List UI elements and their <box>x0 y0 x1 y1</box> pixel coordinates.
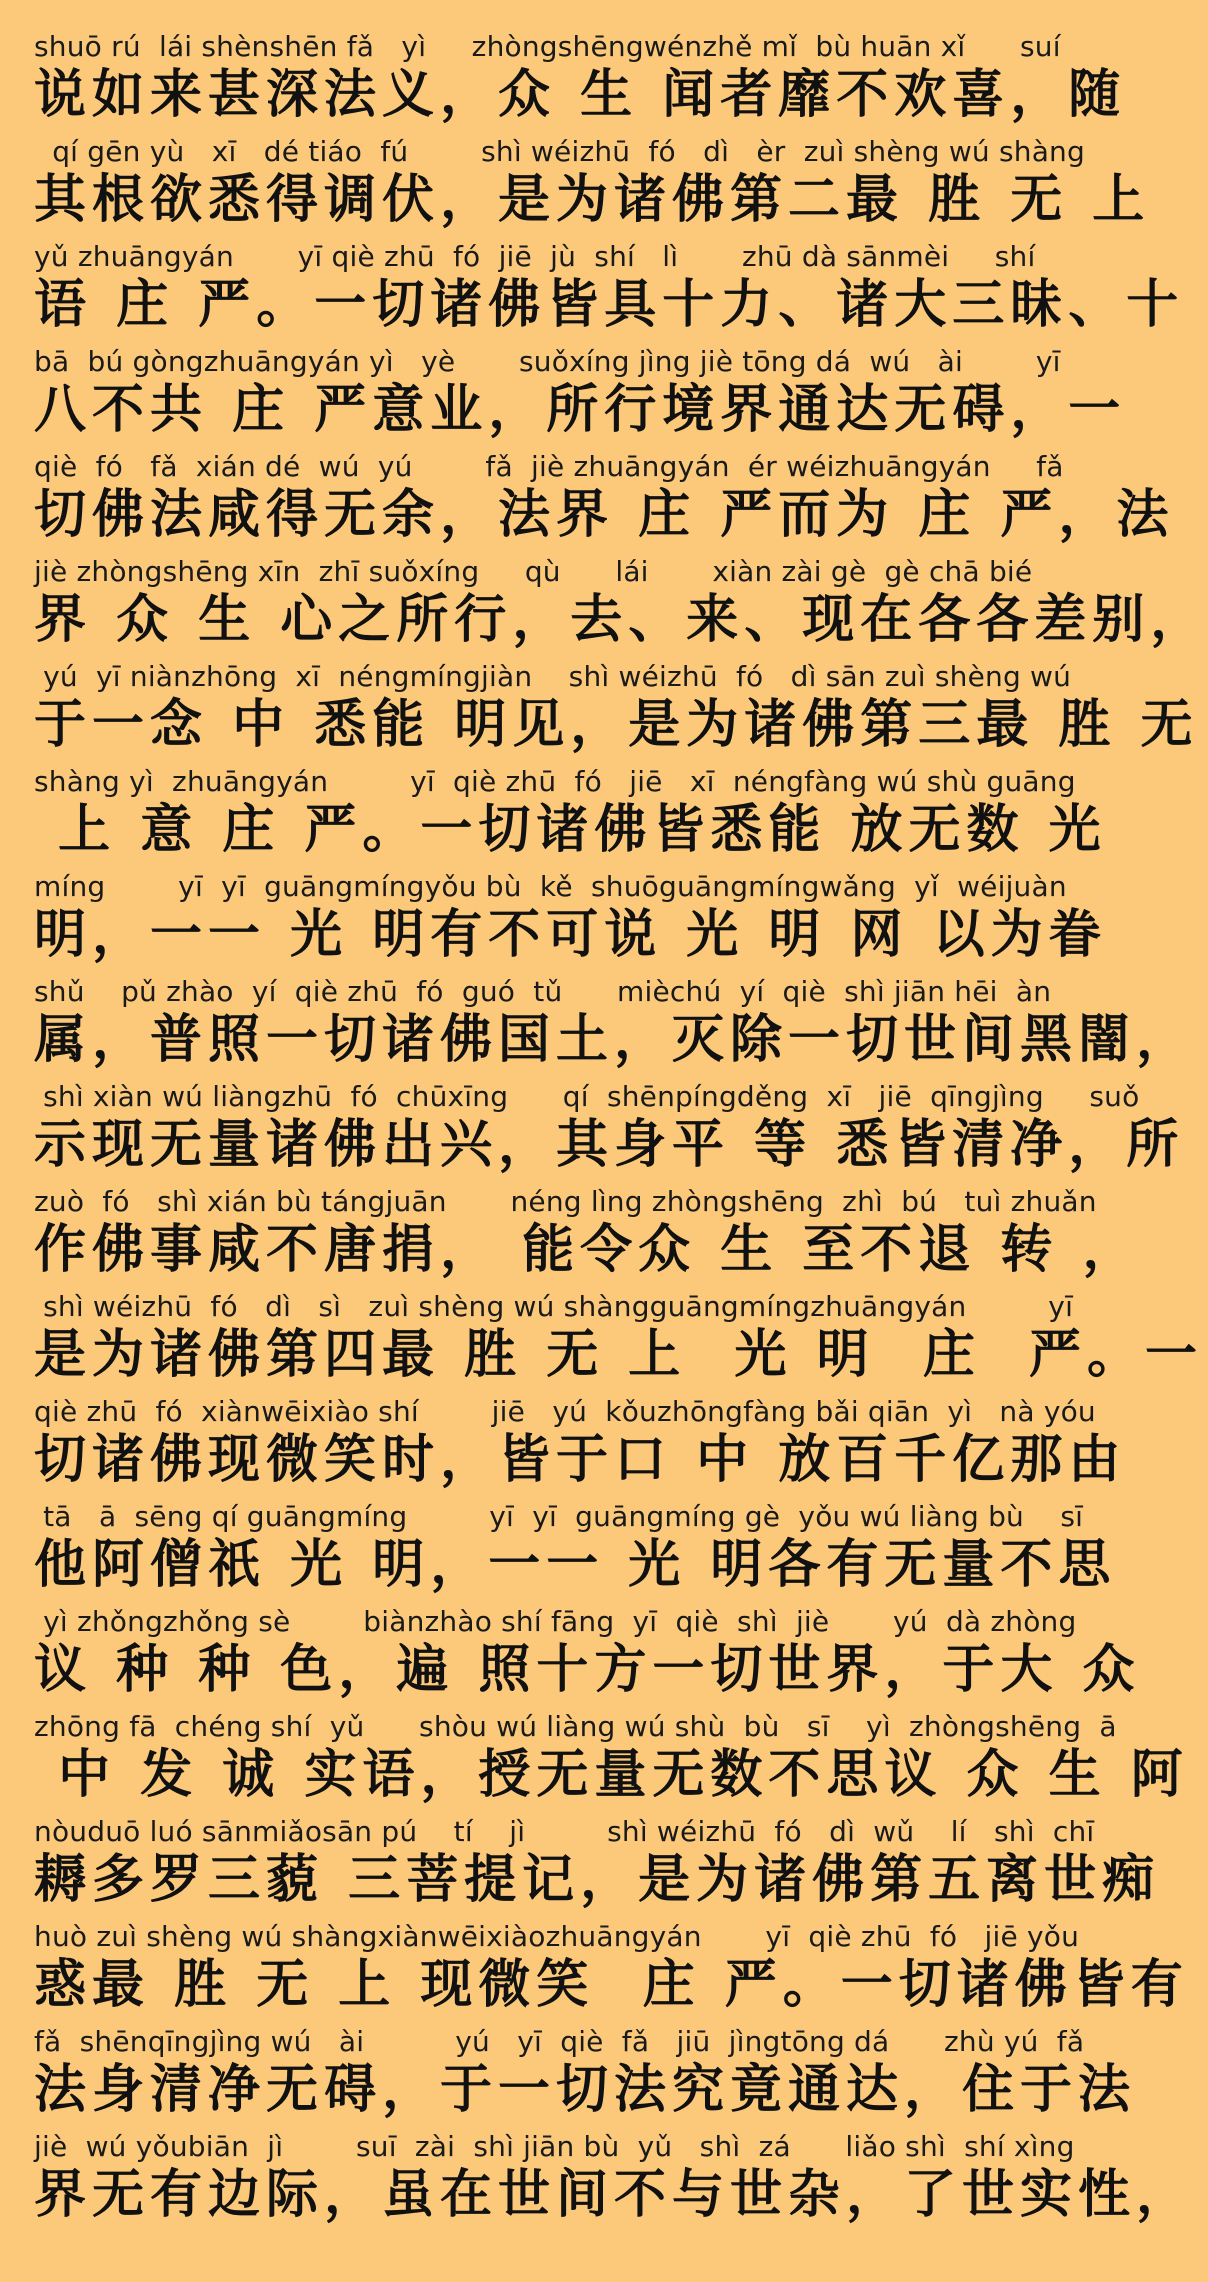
hanzi-line: 于一念 中 悉能 明见，是为诸佛第三最 胜 无 <box>34 695 1199 755</box>
pinyin-line: shàng yì zhuāngyán yī qiè zhū fó jiē xī néngfàng wú shù guāng <box>34 765 1076 798</box>
hanzi-line: 八不共 庄 严意业，所行境界通达无碍，一 <box>34 380 1127 440</box>
pinyin-line: yì zhǒngzhǒng sè biànzhào shí fāng yī qiè shì jiè yú dà zhòng <box>34 1605 1077 1638</box>
text-line <box>34 1080 1185 1185</box>
pinyin-line: shì xiàn wú liàngzhū fó chūxīng qí shēnpíngděng xī jiē qīngjìng suǒ <box>34 1080 1140 1113</box>
text-line <box>34 975 1195 1080</box>
text-line <box>34 1290 1204 1395</box>
hanzi-line: 中 发 诚 实语，授无量无数不思议 众 生 阿 <box>34 1745 1189 1805</box>
text-line <box>34 2025 1137 2130</box>
text-line <box>34 1815 1161 1920</box>
text-line <box>34 1500 1117 1605</box>
text-line <box>34 1185 1141 1290</box>
hanzi-line: 语 庄 严。一切诸佛皆具十力、诸大三昧、十 <box>34 275 1185 335</box>
text-line <box>34 1605 1141 1710</box>
text-line <box>34 135 1151 240</box>
pinyin-line: qiè zhū fó xiànwēixiào shí jiē yú kǒuzhōngfàng bǎi qiān yì nà yóu <box>34 1395 1096 1428</box>
text-line <box>34 1920 1189 2025</box>
hanzi-line: 上 意 庄 严。一切诸佛皆悉能 放无数 光 <box>34 800 1107 860</box>
hanzi-line: 明，一一 光 明有不可说 光 明 网 以为眷 <box>34 905 1107 965</box>
hanzi-line: 他阿僧祇 光 明，一一 光 明各有无量不思 <box>34 1535 1117 1595</box>
pinyin-line: qí gēn yù xī dé tiáo fú shì wéizhū fó dì èr zuì shèng wú shàng <box>34 135 1085 168</box>
text-line <box>34 765 1107 870</box>
pinyin-line: fǎ shēnqīngjìng wú ài yú yī qiè fǎ jiū jìngtōng dá zhù yú fǎ <box>34 2025 1085 2058</box>
hanzi-line: 是为诸佛第四最 胜 无 上 光 明 庄 严。一 <box>34 1325 1204 1385</box>
hanzi-line: 其根欲悉得调伏，是为诸佛第二最 胜 无 上 <box>34 170 1151 230</box>
text-line <box>34 660 1199 765</box>
hanzi-line: 界 众 生 心之所行，去、来、现在各各差别， <box>34 590 1208 650</box>
pinyin-line: míng yī yī guāngmíngyǒu bù kě shuōguāngmíngwǎng yǐ wéijuàn <box>34 870 1067 903</box>
text-line <box>34 555 1208 660</box>
pinyin-line: yú yī niànzhōng xī néngmíngjiàn shì wéizhū fó dì sān zuì shèng wú <box>34 660 1072 693</box>
hanzi-line: 属，普照一切诸佛国土，灭除一切世间黑闇， <box>34 1010 1195 1070</box>
hanzi-line: 说如来甚深法义，众 生 闻者靡不欢喜，随 <box>34 65 1127 125</box>
pinyin-line: shuō rú lái shènshēn fǎ yì zhòngshēngwénzhě mǐ bù huān xǐ suí <box>34 30 1061 63</box>
pinyin-line: yǔ zhuāngyán yī qiè zhū fó jiē jù shí lì zhū dà sānmèi shí <box>34 240 1036 273</box>
pinyin-line: huò zuì shèng wú shàngxiànwēixiàozhuāngyán yī qiè zhū fó jiē yǒu <box>34 1920 1080 1953</box>
text-line <box>34 450 1175 555</box>
hanzi-line: 切诸佛现微笑时，皆于口 中 放百千亿那由 <box>34 1430 1127 1490</box>
text-line <box>34 1710 1189 1815</box>
hanzi-line: 惑最 胜 无 上 现微笑 庄 严。一切诸佛皆有 <box>34 1955 1189 2015</box>
text-line <box>34 1395 1127 1500</box>
hanzi-line: 法身清净无碍，于一切法究竟通达，住于法 <box>34 2060 1137 2120</box>
pinyin-line: zhōng fā chéng shí yǔ shòu wú liàng wú shù bù sī yì zhòngshēng ā <box>34 1710 1117 1743</box>
text-line <box>34 2130 1195 2235</box>
hanzi-line: 示现无量诸佛出兴，其身平 等 悉皆清净，所 <box>34 1115 1185 1175</box>
hanzi-line: 切佛法咸得无余，法界 庄 严而为 庄 严，法 <box>34 485 1175 545</box>
hanzi-line: 耨多罗三藐 三菩提记，是为诸佛第五离世痴 <box>34 1850 1161 1910</box>
pinyin-line: zuò fó shì xián bù tángjuān néng lìng zhòngshēng zhì bú tuì zhuǎn <box>34 1185 1097 1218</box>
pinyin-line: qiè fó fǎ xián dé wú yú fǎ jiè zhuāngyán ér wéizhuāngyán fǎ <box>34 450 1064 483</box>
pinyin-line: shǔ pǔ zhào yí qiè zhū fó guó tǔ mièchú yí qiè shì jiān hēi àn <box>34 975 1052 1008</box>
text-line <box>34 240 1185 345</box>
hanzi-line: 议 种 种 色，遍 照十方一切世界，于大 众 <box>34 1640 1141 1700</box>
pinyin-line: bā bú gòngzhuāngyán yì yè suǒxíng jìng jiè tōng dá wú ài yī <box>34 345 1061 378</box>
pinyin-line: tā ā sēng qí guāngmíng yī yī guāngmíng gè yǒu wú liàng bù sī <box>34 1500 1084 1533</box>
text-line <box>34 870 1107 975</box>
text-line <box>34 30 1127 135</box>
pinyin-line: jiè wú yǒubiān jì suī zài shì jiān bù yǔ shì zá liǎo shì shí xìng <box>34 2130 1075 2163</box>
pinyin-line: nòuduō luó sānmiǎosān pú tí jì shì wéizhū fó dì wǔ lí shì chī <box>34 1815 1095 1848</box>
pinyin-line: jiè zhòngshēng xīn zhī suǒxíng qù lái xiàn zài gè gè chā bié <box>34 555 1033 588</box>
text-line <box>34 345 1127 450</box>
pinyin-line: shì wéizhū fó dì sì zuì shèng wú shàngguāngmíngzhuāngyán yī <box>34 1290 1074 1323</box>
hanzi-line: 作佛事咸不唐捐， 能令众 生 至不退 转 ， <box>34 1220 1141 1280</box>
hanzi-line: 界无有边际，虽在世间不与世杂，了世实性， <box>34 2165 1195 2225</box>
